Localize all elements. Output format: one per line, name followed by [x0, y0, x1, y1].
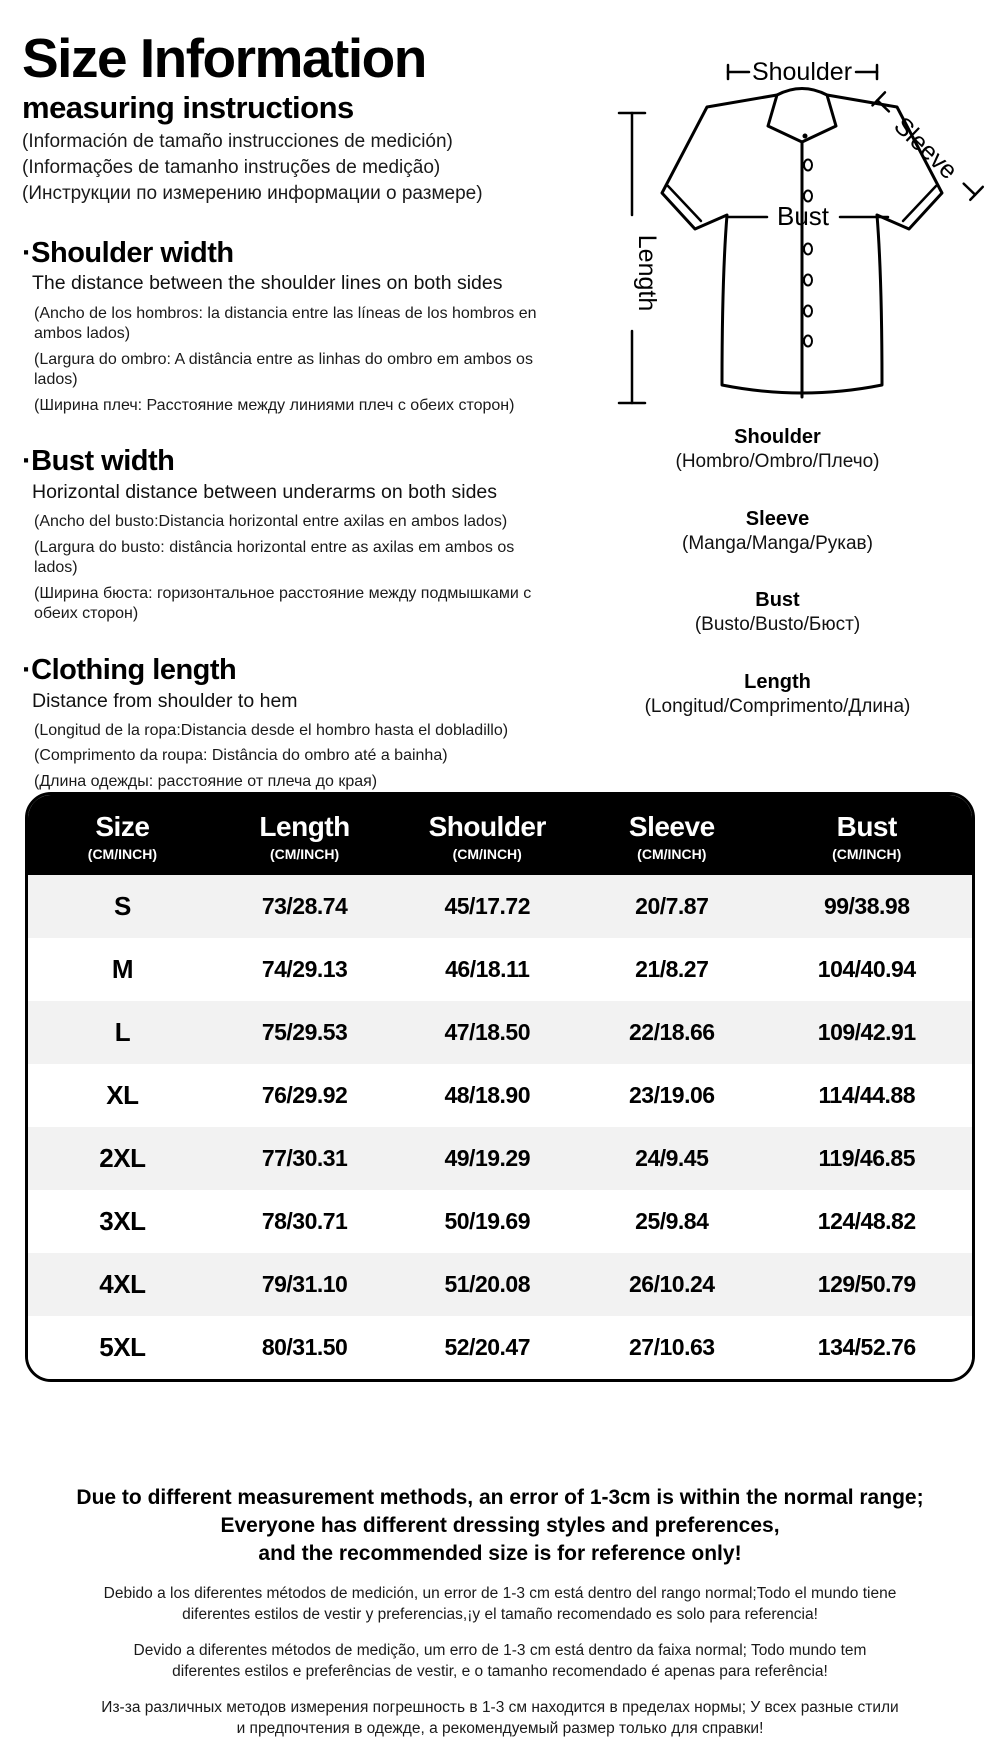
cell-size: 5XL	[99, 1332, 146, 1363]
legend-item-length	[555, 669, 1000, 720]
cell-sleeve: 24/9.45	[635, 1145, 709, 1172]
disclaimer-es-line-1: Debido a los diferentes métodos de medición, un error de 1-3 cm está dentro del rango normal;Todo el mundo tiene	[103, 1585, 897, 1602]
cell-bust: 119/46.85	[818, 1145, 915, 1172]
legend-term: Sleeve	[745, 507, 810, 530]
cell-shoulder: 51/20.08	[444, 1271, 530, 1298]
column-header-size	[28, 811, 217, 862]
subtitle-translation-es: (Información de tamaño instrucciones de medición)	[22, 130, 453, 152]
cell-length: 73/28.74	[261, 893, 348, 920]
cell-size: 2XL	[99, 1143, 146, 1174]
subtitle-translation-pt: (Informações de tamanho instruções de medição)	[22, 157, 441, 179]
legend-translation: (Longitud/Comprimento/Длина)	[644, 696, 911, 718]
cell-bust: 109/42.91	[817, 1019, 916, 1046]
page-title: Size Information	[22, 27, 426, 89]
section-translation-es: (Ancho de los hombros: la distancia entre las líneas de los hombros en ambos lados)	[34, 304, 537, 343]
disclaimer-es	[0, 1583, 1000, 1625]
cell-size: 3XL	[99, 1206, 146, 1237]
column-label: Bust	[836, 811, 897, 842]
cell-shoulder: 46/18.11	[445, 956, 530, 983]
section-description: Distance from shoulder to hem	[32, 689, 298, 712]
cell-bust: 124/48.82	[817, 1208, 916, 1235]
column-unit: (CM/INCH)	[637, 846, 707, 863]
column-label: Sleeve	[628, 811, 715, 842]
section-translation-ru: (Ширина плеч: Расстояние между линиями плеч с обеих сторон)	[34, 396, 515, 414]
column-unit: (CM/INCH)	[87, 846, 157, 863]
cell-size: 4XL	[99, 1269, 146, 1300]
shirt-buttons	[804, 160, 812, 347]
legend-translation: (Manga/Manga/Рукав)	[682, 532, 873, 554]
disclaimer-es-line-2: diferentes estilos de vestir y preferencias,¡y el tamaño recomendado es solo para referencia!	[182, 1606, 818, 1623]
section-translation-es: (Ancho del busto:Distancia horizontal entre axilas en ambos lados)	[34, 513, 508, 531]
cell-sleeve: 22/18.66	[629, 1019, 715, 1046]
shoulder-diagram-label: Shoulder	[751, 58, 853, 86]
cell-shoulder: 52/20.47	[444, 1334, 530, 1361]
section-translation-es: (Longitud de la ropa:Distancia desde el hombro hasta el dobladillo)	[34, 721, 509, 739]
sleeve-diagram-label: Sleeve	[888, 111, 963, 185]
cell-length: 78/30.71	[261, 1208, 348, 1235]
section-title: ·Shoulder width	[22, 236, 234, 269]
legend-translation: (Busto/Busto/Бюст)	[694, 614, 861, 636]
diagram-panel	[555, 25, 1000, 751]
sleeve-dimension	[867, 91, 984, 206]
cell-sleeve: 21/8.27	[635, 956, 709, 983]
disclaimer	[0, 1484, 1000, 1739]
table-row-s	[28, 875, 972, 938]
cell-length: 77/30.31	[261, 1145, 348, 1172]
page-subtitle: measuring instructions	[22, 89, 354, 125]
column-header-sleeve	[582, 811, 761, 862]
section-description: The distance between the shoulder lines on both sides	[32, 272, 503, 295]
legend-term: Shoulder	[734, 426, 821, 448]
cell-bust: 134/52.76	[817, 1334, 916, 1361]
bust-diagram-label: Bust	[776, 201, 830, 231]
cell-length: 76/29.92	[261, 1082, 348, 1109]
legend-translation: (Hombro/Ombro/Плечо)	[675, 451, 880, 472]
cell-size: S	[113, 891, 131, 922]
shirt-collar	[768, 89, 836, 143]
cell-bust: 114/44.88	[818, 1082, 915, 1109]
cell-shoulder: 48/18.90	[444, 1082, 530, 1109]
table-row-xl	[28, 1064, 972, 1127]
disclaimer-en-line-1: Due to different measurement methods, an error of 1-3cm is within the normal range;	[76, 1486, 924, 1509]
cell-size: L	[114, 1017, 131, 1048]
legend-item-bust	[555, 587, 1000, 638]
cell-sleeve: 25/9.84	[635, 1208, 709, 1235]
column-label: Size	[95, 811, 150, 842]
section-shoulder-width	[22, 238, 560, 417]
disclaimer-ru-line-1: Из-за различных методов измерения погрешность в 1-3 см находится в пределах нормы; У всех разные стили	[101, 1699, 899, 1716]
column-header-shoulder	[392, 811, 582, 862]
instructions-panel	[22, 27, 560, 797]
section-title: ·Clothing length	[22, 653, 237, 686]
table-row-l	[28, 1001, 972, 1064]
column-unit: (CM/INCH)	[832, 846, 902, 863]
disclaimer-ru	[0, 1697, 1000, 1739]
length-diagram-label: Length	[633, 234, 661, 312]
column-label: Shoulder	[428, 811, 546, 842]
cell-shoulder: 50/19.69	[444, 1208, 530, 1235]
table-row-5xl	[28, 1316, 972, 1379]
disclaimer-pt-line-1: Devido a diferentes métodos de medição, um erro de 1-3 cm está dentro da faixa normal; Todo mundo tem	[133, 1642, 867, 1659]
cell-sleeve: 26/10.24	[629, 1271, 715, 1298]
cell-bust: 104/40.94	[817, 956, 916, 983]
section-translation-pt: (Largura do busto: distância horizontal entre as axilas em ambos os lados)	[34, 538, 515, 577]
legend-item-shoulder	[555, 424, 1000, 475]
cell-length: 80/31.50	[261, 1334, 348, 1361]
cell-sleeve: 23/19.06	[629, 1082, 715, 1109]
cell-bust: 129/50.79	[817, 1271, 916, 1298]
section-clothing-length	[22, 655, 560, 793]
table-row-2xl	[28, 1127, 972, 1190]
section-translation-pt: (Comprimento da roupa: Distância do ombro até a bainha)	[34, 747, 448, 765]
disclaimer-pt-line-2: diferentes estilos e preferências de vestir, e o tamanho recomendado é apenas para referência!	[172, 1663, 828, 1680]
legend-item-sleeve	[555, 506, 1000, 557]
column-unit: (CM/INCH)	[452, 846, 522, 863]
cell-shoulder: 49/19.29	[444, 1145, 530, 1172]
cell-shoulder: 47/18.50	[444, 1019, 530, 1046]
size-table	[25, 792, 975, 1382]
section-bust-width	[22, 446, 560, 625]
column-header-length	[217, 811, 393, 862]
legend-term: Bust	[755, 589, 800, 612]
disclaimer-en-line-3: and the recommended size is for reference only!	[258, 1542, 742, 1565]
table-row-4xl	[28, 1253, 972, 1316]
cell-shoulder: 45/17.72	[444, 893, 530, 920]
table-row-3xl	[28, 1190, 972, 1253]
legend-term: Length	[744, 671, 811, 694]
subtitle-translation-ru: (Инструкции по измерению информации о размере)	[22, 183, 483, 205]
column-header-bust	[761, 811, 972, 862]
section-title: ·Bust width	[22, 445, 175, 478]
size-table-header	[28, 795, 972, 875]
shirt-diagram	[555, 25, 1000, 410]
section-translation-ru: (Ширина бюста: горизонтальное расстояние между подмышками с обеих сторон)	[34, 584, 532, 623]
cell-size: XL	[106, 1080, 139, 1111]
disclaimer-ru-line-2: и предпочтения в одежде, а рекомендуемый размер только для справки!	[236, 1720, 764, 1737]
disclaimer-en-line-2: Everyone has different dressing styles and preferences,	[220, 1514, 780, 1537]
section-description: Horizontal distance between underarms on both sides	[32, 481, 498, 503]
diagram-legend	[555, 424, 1000, 720]
cell-sleeve: 27/10.63	[629, 1334, 715, 1361]
column-unit: (CM/INCH)	[269, 846, 340, 863]
cell-length: 75/29.53	[261, 1019, 348, 1046]
cell-length: 74/29.13	[261, 956, 348, 983]
collar-button	[803, 134, 808, 139]
column-label: Length	[259, 811, 350, 842]
cell-length: 79/31.10	[261, 1271, 348, 1298]
section-translation-ru: (Длина одежды: расстояние от плеча до края)	[34, 772, 378, 790]
cell-size: M	[111, 954, 133, 985]
cell-bust: 99/38.98	[823, 893, 910, 920]
disclaimer-pt	[0, 1640, 1000, 1682]
table-row-m	[28, 938, 972, 1001]
cell-sleeve: 20/7.87	[635, 893, 709, 920]
section-translation-pt: (Largura do ombro: A distância entre as linhas do ombro em ambos os lados)	[34, 350, 533, 389]
